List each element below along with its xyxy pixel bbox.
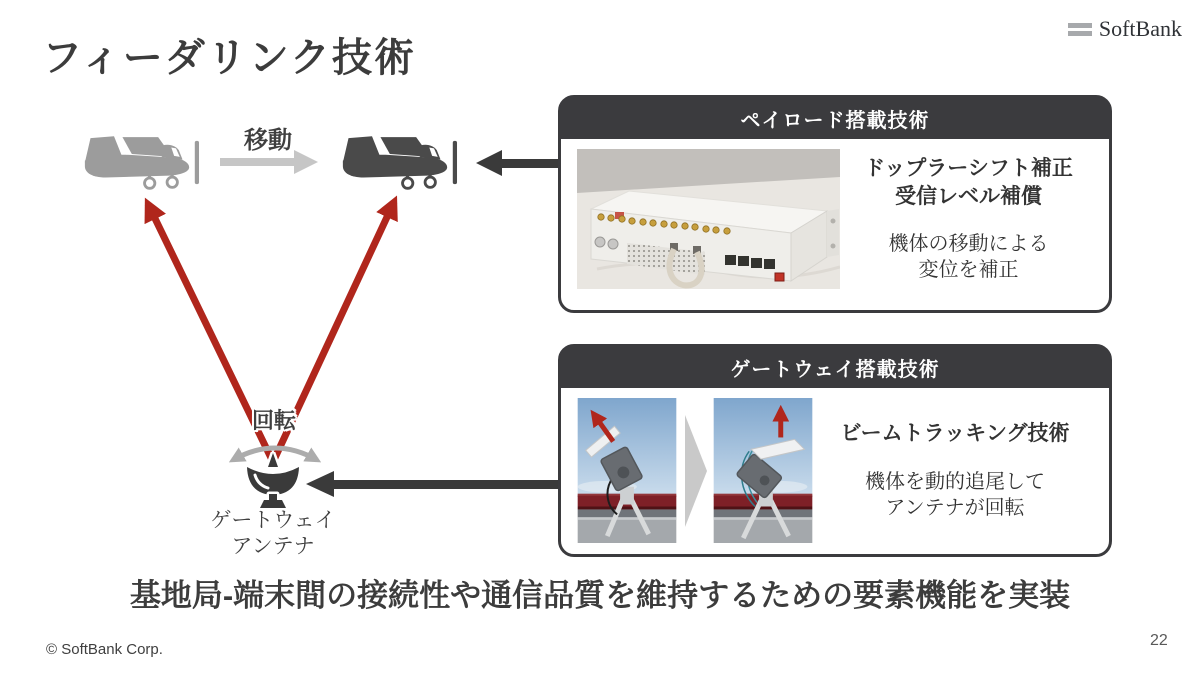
copyright: © SoftBank Corp.	[46, 641, 163, 658]
panel-payload-text	[840, 155, 1097, 284]
panel-payload-body	[561, 139, 1109, 299]
connector-arrow-payload-icon	[476, 148, 558, 178]
airplane-before-icon	[83, 134, 207, 191]
panel-gateway-text	[813, 420, 1097, 520]
page-number: 22	[1150, 632, 1168, 649]
gateway-photo-after	[713, 398, 813, 543]
antenna-caption-line1: ゲートウェイ	[210, 509, 336, 532]
bottom-message: 基地局-端末間の接続性や通信品質を維持するための要素機能を実装	[129, 578, 1071, 613]
panel-gateway-body	[561, 388, 1109, 553]
softbank-logo-bars-icon	[1068, 23, 1092, 36]
payload-headline-line1: ドップラーシフト補正	[864, 156, 1073, 180]
gateway-body-line2: アンテナが回転	[885, 496, 1025, 519]
gateway-body-line1: 機体を動的追尾して	[865, 470, 1045, 493]
payload-body-line2: 変位を補正	[918, 259, 1019, 282]
panel-gateway	[558, 344, 1112, 557]
gateway-photo-before	[577, 398, 677, 543]
connector-arrow-gateway-icon	[306, 469, 558, 499]
photo-transition-chevron-icon	[685, 415, 707, 527]
antenna-caption	[195, 508, 351, 561]
gateway-headline-line1: ビームトラッキング技術	[840, 422, 1070, 446]
gateway-antenna-icon	[242, 452, 304, 514]
payload-headline-line2: 受信レベル補償	[895, 185, 1042, 208]
panel-payload	[558, 95, 1112, 313]
antenna-caption-line2: アンテナ	[231, 535, 315, 559]
panel-gateway-header: ゲートウェイ搭載技術	[560, 346, 1110, 388]
page-title: フィーダリンク技術	[42, 36, 416, 80]
move-label: 移動	[244, 127, 292, 154]
move-arrow-icon	[220, 150, 318, 174]
rotate-label: 回転	[251, 408, 296, 433]
panel-payload-header: ペイロード搭載技術	[560, 97, 1110, 139]
payload-equipment-photo	[577, 149, 840, 289]
softbank-logo	[1068, 16, 1182, 42]
payload-body-line1: 機体の移動による	[888, 233, 1049, 256]
softbank-logo-text: SoftBank	[1098, 16, 1182, 41]
airplane-after-icon	[341, 134, 465, 191]
